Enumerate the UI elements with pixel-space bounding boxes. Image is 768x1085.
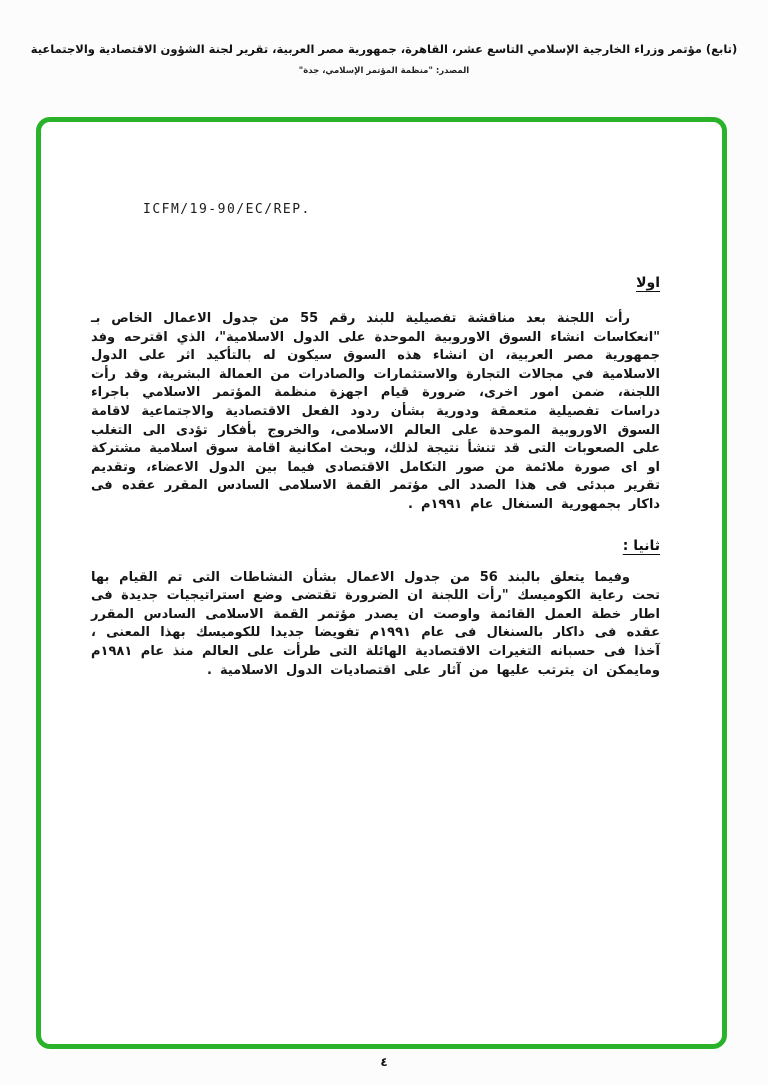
header-source: المصدر: "منظمة المؤتمر الإسلامي، جدة"	[298, 66, 470, 76]
scan-frame	[36, 117, 727, 1049]
section-second	[91, 538, 660, 681]
reference-number: ICFM/19-90/EC/REP.	[143, 202, 311, 217]
scan-content	[41, 122, 722, 1044]
section1-heading: اولا	[636, 275, 660, 291]
section1-body: رأت اللجنة بعد مناقشة تفصيلية للبند رقم 55 من جدول الاعمال الخاص بـ "انعكاسات انشاء السوق الاوروبية الموحدة على الدول الاسلامية"، الذي اقترحه وفد جمهورية مصر العربية، ان انشاء هذه السوق سيكون له بالتأكيد اثر على الدول الاسلامية في مجالات التجارة والاستثمارات والصادرات من العمالة البشرية، وقد رأت اللجنة، ضمن امور اخرى، ضرورة قيام اجهزة منظمة المؤتمر الاسلامي باجراء دراسات تفصيلية متعمقة ودورية بشأن ردود الفعل الاقتصادية والاجتماعية لاقامة السوق الاوروبية الموحدة على العالم الاسلامى، والخروج بأفكار تؤدى الى التغلب على الصعوبات التى قد تنشأ نتيجة لذلك، وبحث امكانية اقامة سوق اسلامية مشتركة او اى صورة ملائمة من صور التكامل الاقتصادى فيما بين الدول الاعضاء، وتقديم تقرير مبدئى فى هذا الصدد الى مؤتمر القمة الاسلامى السادس المقرر عقده فى داكار بجمهورية السنغال عام ١٩٩١م .	[91, 311, 660, 512]
document-header	[20, 42, 748, 76]
page-number: ٤	[380, 1055, 388, 1069]
section2-heading: ثانيا :	[622, 537, 660, 554]
section2-body: وفيما يتعلق بالبند 56 من جدول الاعمال بشأن النشاطات التى تم القيام بها تحت رعاية الكوميسك "رأت اللجنة ان الضرورة تقتضى وضع استراتيجيات جديدة فى اطار خطة العمل القائمة واوصت ان يصدر مؤتمر القمة الاسلامى السادس المقرر عقده فى داكار بالسنغال فى عام ١٩٩١م تفويضا جديدا للكوميسك بهذا المعنى ، آخذا فى حسبانه التغيرات الاقتصادية الهائلة التى طرأت على العالم منذ عام ١٩٨١م ومايمكن ان يترتب عليها من آثار على اقتصاديات الدول الاسلامية .	[91, 569, 660, 678]
section-first	[91, 275, 660, 515]
header-title: (تابع) مؤتمر وزراء الخارجية الإسلامي التاسع عشر، القاهرة، جمهورية مصر العربية، تقرير لجنة الشؤون الاقتصادية والاجتماعية	[30, 42, 738, 56]
